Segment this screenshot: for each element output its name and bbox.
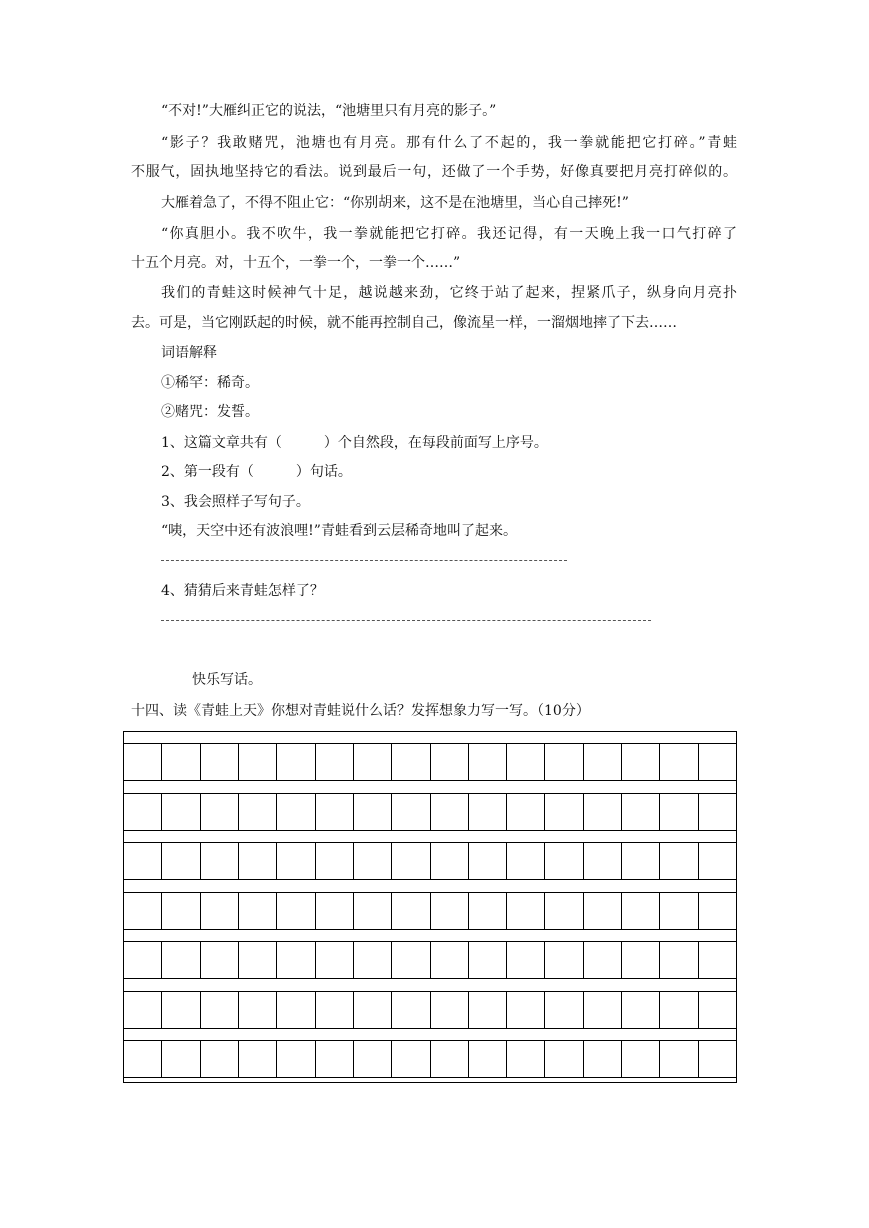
- paragraph-4-line-2: 十五个月亮。对，十五个，一拳一个，一拳一个……”: [131, 255, 461, 271]
- grid-cell[interactable]: [430, 893, 468, 929]
- grid-cell[interactable]: [506, 843, 544, 879]
- grid-cell[interactable]: [124, 794, 161, 830]
- grid-cell[interactable]: [583, 843, 621, 879]
- grid-cell[interactable]: [468, 893, 506, 929]
- grid-cell[interactable]: [238, 744, 276, 780]
- grid-cell[interactable]: [391, 1041, 429, 1077]
- grid-cell[interactable]: [698, 1041, 736, 1077]
- grid-cell[interactable]: [506, 794, 544, 830]
- grid-cell[interactable]: [468, 744, 506, 780]
- grid-cell[interactable]: [583, 794, 621, 830]
- grid-cell[interactable]: [621, 992, 659, 1028]
- grid-cell[interactable]: [621, 744, 659, 780]
- paragraph-3: 大雁着急了，不得不阻止它：“你别胡来，这不是在池塘里，当心自己摔死!”: [161, 195, 629, 211]
- grid-cell[interactable]: [659, 893, 697, 929]
- grid-cell[interactable]: [544, 893, 582, 929]
- grid-cell[interactable]: [506, 893, 544, 929]
- grid-cell[interactable]: [698, 893, 736, 929]
- grid-cell[interactable]: [391, 794, 429, 830]
- grid-cell[interactable]: [468, 794, 506, 830]
- grid-cell[interactable]: [391, 843, 429, 879]
- grid-row: [124, 892, 736, 930]
- grid-cell[interactable]: [124, 893, 161, 929]
- grid-cell[interactable]: [353, 942, 391, 978]
- grid-cell[interactable]: [161, 942, 199, 978]
- grid-cell[interactable]: [124, 992, 161, 1028]
- grid-cell[interactable]: [353, 992, 391, 1028]
- grid-cell[interactable]: [698, 843, 736, 879]
- grid-cell[interactable]: [391, 942, 429, 978]
- question-4: 4、猜猜后来青蛙怎样了？: [161, 583, 324, 599]
- grid-cell[interactable]: [200, 992, 238, 1028]
- grid-cell[interactable]: [276, 893, 314, 929]
- question-2: 2、第一段有（ ）句话。: [161, 464, 352, 480]
- grid-cell[interactable]: [276, 1041, 314, 1077]
- grid-cell[interactable]: [506, 942, 544, 978]
- paragraph-2-line-2: 不服气，固执地坚持它的看法。说到最后一句，还做了一个手势，好像真要把月亮打碎似的。: [131, 164, 737, 180]
- grid-cell[interactable]: [621, 893, 659, 929]
- grid-cell[interactable]: [353, 744, 391, 780]
- grid-cell[interactable]: [506, 992, 544, 1028]
- grid-cell[interactable]: [161, 843, 199, 879]
- grid-cell[interactable]: [124, 1041, 161, 1077]
- grid-cell[interactable]: [506, 1041, 544, 1077]
- grid-cell[interactable]: [583, 942, 621, 978]
- grid-cell[interactable]: [621, 1041, 659, 1077]
- paragraph-5-line-1: 我们的青蛙这时候神气十足，越说越来劲，它终于站了起来，捏紧爪子，纵身向月亮扑: [161, 285, 737, 301]
- grid-row: [124, 793, 736, 831]
- grid-cell[interactable]: [698, 744, 736, 780]
- writing-grid[interactable]: [123, 731, 737, 1083]
- question-3-example: “咦，天空中还有波浪哩!”青蛙看到云层稀奇地叫了起来。: [161, 523, 517, 539]
- grid-cell[interactable]: [315, 1041, 353, 1077]
- grid-cell[interactable]: [315, 744, 353, 780]
- grid-cell[interactable]: [161, 992, 199, 1028]
- grid-cell[interactable]: [161, 744, 199, 780]
- grid-cell[interactable]: [698, 942, 736, 978]
- grid-cell[interactable]: [659, 794, 697, 830]
- grid-cell[interactable]: [391, 893, 429, 929]
- grid-cell[interactable]: [276, 992, 314, 1028]
- grid-cell[interactable]: [200, 893, 238, 929]
- answer-line-3[interactable]: [161, 560, 567, 561]
- grid-cell[interactable]: [161, 893, 199, 929]
- grid-cell[interactable]: [353, 843, 391, 879]
- grid-cell[interactable]: [698, 992, 736, 1028]
- grid-cell[interactable]: [698, 794, 736, 830]
- question-3: 3、我会照样子写句子。: [161, 494, 310, 510]
- grid-row: [124, 941, 736, 979]
- grid-row: [124, 743, 736, 781]
- paragraph-2-line-1: “影子？我敢赌咒，池塘也有月亮。那有什么了不起的，我一拳就能把它打碎。”青蛙: [161, 135, 737, 151]
- writing-section-label: 快乐写话。: [192, 672, 262, 688]
- grid-cell[interactable]: [315, 794, 353, 830]
- grid-cell[interactable]: [659, 843, 697, 879]
- grid-row: [124, 991, 736, 1029]
- paragraph-1: “不对!”大雁纠正它的说法，“池塘里只有月亮的影子。”: [161, 103, 497, 119]
- grid-cell[interactable]: [391, 744, 429, 780]
- grid-cell[interactable]: [430, 1041, 468, 1077]
- grid-cell[interactable]: [430, 992, 468, 1028]
- grid-cell[interactable]: [544, 843, 582, 879]
- grid-cell[interactable]: [200, 843, 238, 879]
- grid-cell[interactable]: [238, 942, 276, 978]
- grid-cell[interactable]: [468, 1041, 506, 1077]
- grid-cell[interactable]: [200, 942, 238, 978]
- grid-cell[interactable]: [276, 942, 314, 978]
- glossary-heading: 词语解释: [161, 345, 217, 361]
- grid-cell[interactable]: [353, 794, 391, 830]
- grid-cell[interactable]: [238, 992, 276, 1028]
- paragraph-4-line-1: “你真胆小。我不吹牛，我一拳就能把它打碎。我还记得，有一天晚上我一口气打碎了: [161, 226, 737, 242]
- grid-cell[interactable]: [315, 992, 353, 1028]
- grid-cell[interactable]: [583, 1041, 621, 1077]
- grid-cell[interactable]: [430, 843, 468, 879]
- grid-cell[interactable]: [161, 1041, 199, 1077]
- grid-cell[interactable]: [583, 744, 621, 780]
- grid-cell[interactable]: [621, 942, 659, 978]
- grid-cell[interactable]: [315, 843, 353, 879]
- grid-cell[interactable]: [353, 1041, 391, 1077]
- paragraph-5-line-2: 去。可是，当它刚跃起的时候，就不能再控制自己，像流星一样，一溜烟地摔了下去……: [131, 315, 677, 331]
- grid-cell[interactable]: [659, 744, 697, 780]
- grid-cell[interactable]: [468, 843, 506, 879]
- grid-cell[interactable]: [621, 794, 659, 830]
- grid-cell[interactable]: [315, 942, 353, 978]
- grid-cell[interactable]: [544, 992, 582, 1028]
- answer-line-4[interactable]: [161, 620, 651, 621]
- grid-cell[interactable]: [583, 893, 621, 929]
- grid-cell[interactable]: [276, 744, 314, 780]
- grid-cell[interactable]: [124, 843, 161, 879]
- grid-cell[interactable]: [468, 992, 506, 1028]
- grid-cell[interactable]: [430, 794, 468, 830]
- grid-cell[interactable]: [276, 794, 314, 830]
- grid-cell[interactable]: [659, 992, 697, 1028]
- glossary-item-1: ①稀罕：稀奇。: [161, 375, 259, 391]
- grid-cell[interactable]: [544, 1041, 582, 1077]
- grid-cell[interactable]: [391, 992, 429, 1028]
- grid-cell[interactable]: [506, 744, 544, 780]
- grid-cell[interactable]: [430, 942, 468, 978]
- glossary-item-2: ②赌咒：发誓。: [161, 404, 259, 420]
- question-1: 1、这篇文章共有（ ）个自然段，在每段前面写上序号。: [161, 435, 548, 451]
- grid-cell[interactable]: [276, 843, 314, 879]
- grid-cell[interactable]: [544, 744, 582, 780]
- grid-cell[interactable]: [621, 843, 659, 879]
- grid-cell[interactable]: [659, 1041, 697, 1077]
- grid-cell[interactable]: [353, 893, 391, 929]
- grid-cell[interactable]: [583, 992, 621, 1028]
- writing-prompt: 十四、读《青蛙上天》你想对青蛙说什么话？发挥想象力写一写。（10分）: [131, 703, 590, 719]
- grid-row: [124, 1040, 736, 1078]
- grid-cell[interactable]: [468, 942, 506, 978]
- grid-cell[interactable]: [161, 794, 199, 830]
- grid-cell[interactable]: [315, 893, 353, 929]
- grid-cell[interactable]: [238, 843, 276, 879]
- grid-cell[interactable]: [200, 1041, 238, 1077]
- grid-cell[interactable]: [544, 794, 582, 830]
- grid-cell[interactable]: [238, 893, 276, 929]
- grid-cell[interactable]: [544, 942, 582, 978]
- grid-row: [124, 842, 736, 880]
- grid-cell[interactable]: [659, 942, 697, 978]
- grid-cell[interactable]: [430, 744, 468, 780]
- grid-cell[interactable]: [200, 794, 238, 830]
- grid-cell[interactable]: [238, 794, 276, 830]
- grid-cell[interactable]: [124, 942, 161, 978]
- grid-cell[interactable]: [124, 744, 161, 780]
- grid-cell[interactable]: [200, 744, 238, 780]
- grid-cell[interactable]: [238, 1041, 276, 1077]
